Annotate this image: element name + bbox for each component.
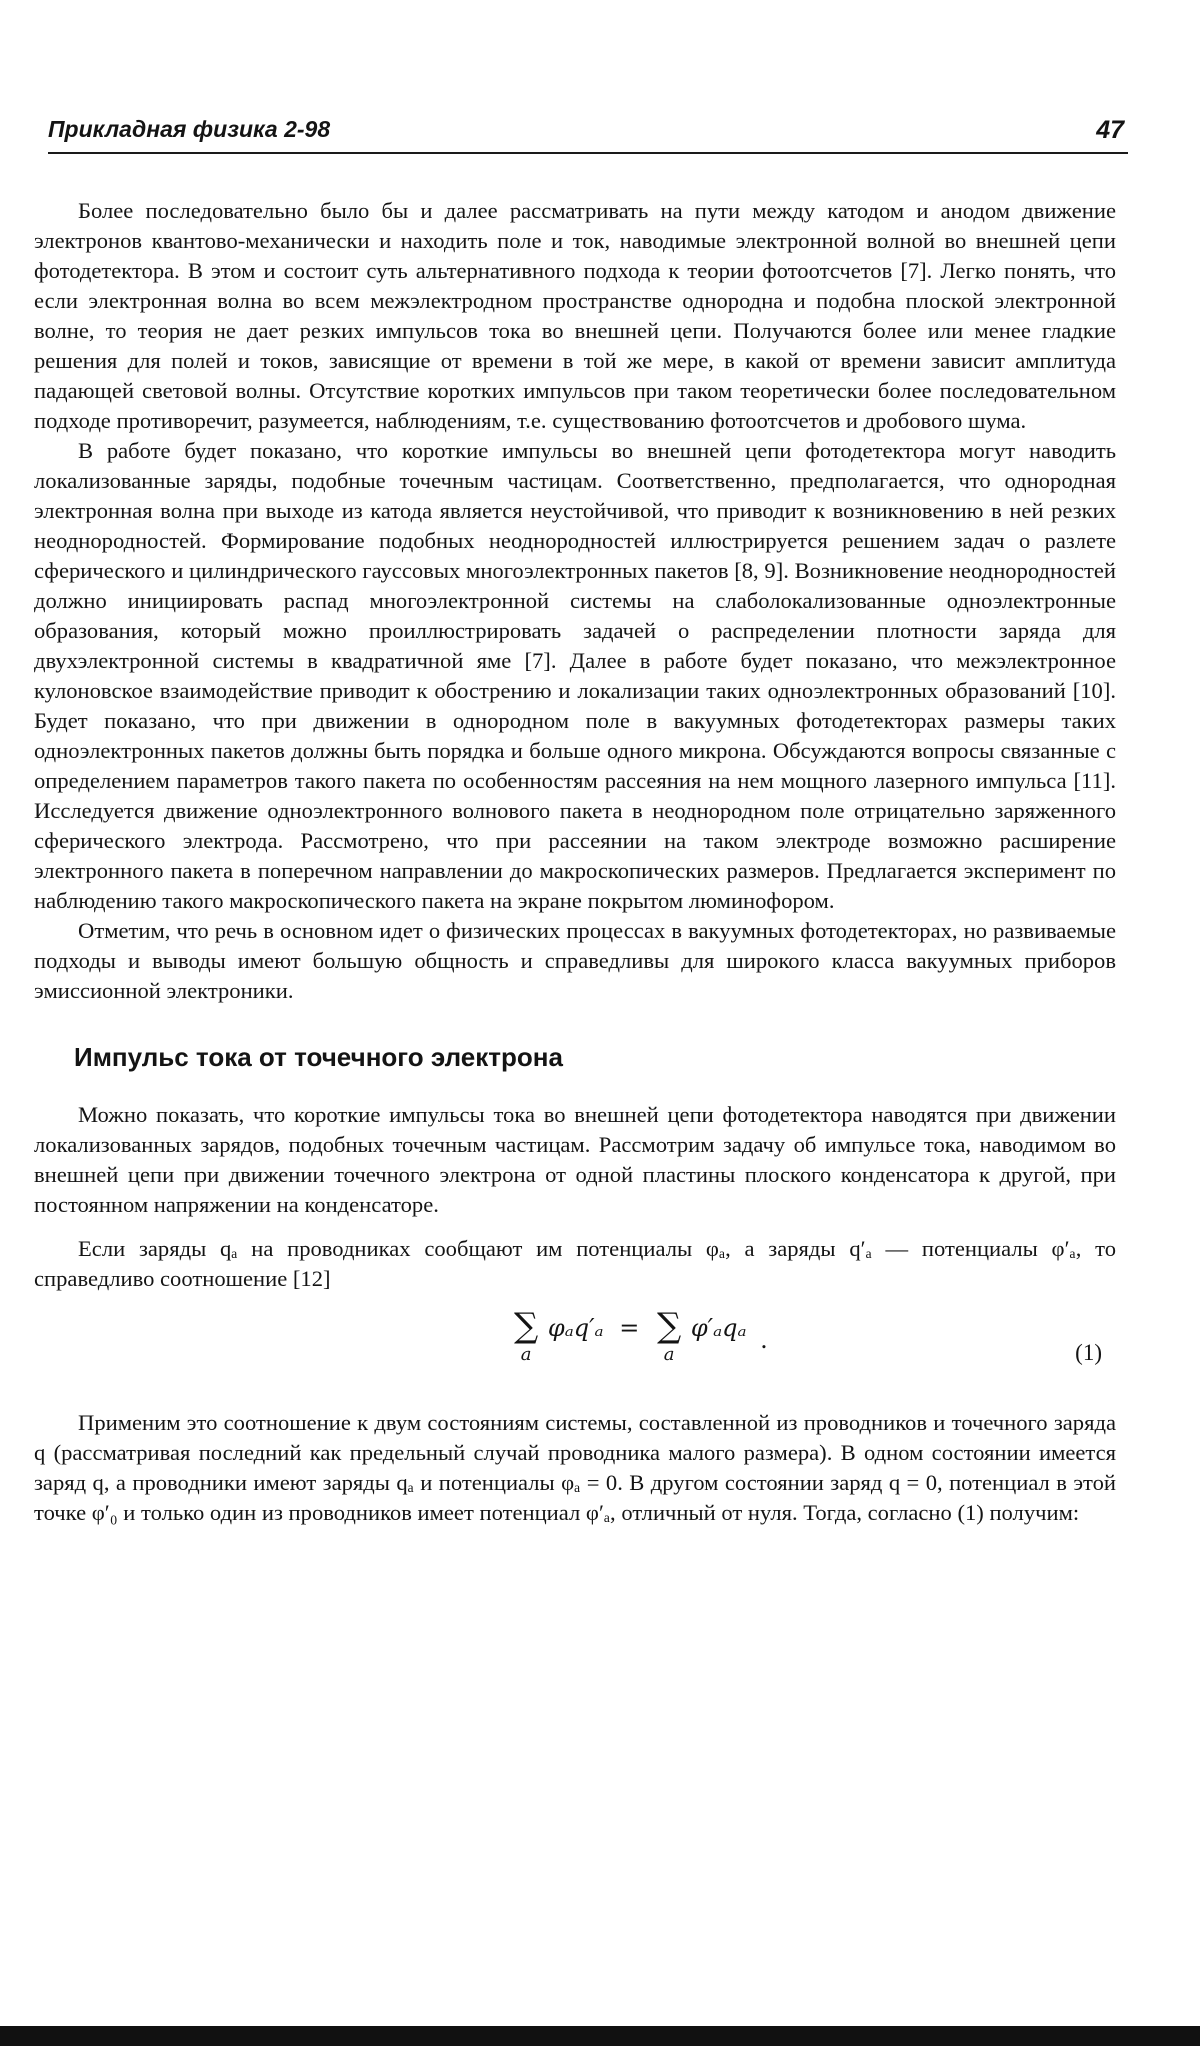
equals-sign: = [619,1314,640,1342]
running-header [48,112,1128,154]
body-paragraph-1: Более последовательно было бы и далее рассматривать на пути между катодом и анодом движение электронов квантово-механически и находить поле и ток, наводимые электронной волной во внешней цепи фотодетектора. В этом и состоит суть альтернативного подхода к теории фотоотсчетов [7]. Легко понять, что если электронная волна во всем межэлектродном пространстве однородна и подобна плоской электронной волне, то теория не дает резких импульсов тока во внешней цепи. Получаются более или менее гладкие решения для полей и токов, зависящие от времени в той же мере, в какой от времени зависит амплитуда падающей световой волны. Отсутствие коротких импульсов при таком теоретически более последовательном подходе противоречит, разумеется, наблюдениям, т.е. существованию фотоотсчетов и дробового шума. [34,198,1116,433]
sum-operator-right: ∑ a [656,1306,682,1365]
sum-operator-left: ∑ a [514,1306,539,1365]
scan-bottom-border [0,2026,1200,2046]
sum-index-left: a [520,1344,532,1365]
equation-number: (1) [1075,1340,1102,1365]
sum-index-right: a [663,1344,675,1365]
equation-right-term: φ′ₐqₐ [690,1314,747,1342]
section-heading: Импульс тока от точечного электрона [74,1042,563,1072]
equation-left-term: φₐq′ₐ [547,1314,604,1342]
section-paragraph-2: Если заряды qₐ на проводниках сообщают им потенциалы φₐ, а заряды q′ₐ — потенциалы φ′ₐ, то справедливо соотношение [12] [34,1236,1116,1291]
section-paragraph-1: Можно показать, что короткие импульсы тока во внешней цепи фотодетектора наводятся при движении локализованных зарядов, подобных точечным частицам. Рассмотрим задачу об импульсе тока, наводимом во внешней цепи при движении точечного электрона от одной пластины плоского конденсатора к другой, при постоянном напряжении на конденсаторе. [34,1102,1116,1217]
body-paragraph-3: Отметим, что речь в основном идет о физических процессах в вакуумных фотодетекторах, но развиваемые подходы и выводы имеют большую общность и справедливы для широкого класса вакуумных приборов эмиссионной электроники. [34,918,1116,1003]
equation-period: . [760,1326,768,1354]
equation-1 [34,1302,1116,1394]
equation-expression [512,1308,768,1366]
body-paragraph-2: В работе будет показано, что короткие импульсы во внешней цепи фотодетектора могут наводить локализованные заряды, подобные точечным частицам. Соответственно, предполагается, что однородная электронная волна при выходе из катода является неустойчивой, что приводит к возникновению в ней резких неоднородностей. Формирование подобных неоднородностей иллюстрируется решением задач о разлете сферического и цилиндрического гауссовых многоэлектронных пакетов [8, 9]. Возникновение неоднородностей должно инициировать распад многоэлектронной системы на слаболокализованные одноэлектронные образования, который можно проиллюстрировать задачей о распределении плотности заряда для двухэлектронной системы в квадратичной яме [7]. Далее в работе будет показано, что межэлектронное кулоновское взаимодействие приводит к обострению и локализации таких одноэлектронных образований [10]. Будет показано, что при движении в однородном поле в вакуумных фотодетекторах размеры таких одноэлектронных пакетов должны быть порядка и больше одного микрона. Обсуждаются вопросы связанные с определением параметров такого пакета по особенностям рассеяния на нем мощного лазерного импульса [11]. Исследуется движение одноэлектронного волнового пакета в неоднородном поле отрицательно заряженного сферического электрода. Рассмотрено, что при рассеянии на таком электроде возможно расширение электронного пакета в поперечном направлении до макроскопических размеров. Предлагается эксперимент по наблюдению такого макроскопического пакета на экране покрытом люминофором. [34,438,1116,913]
journal-title: Прикладная физика 2-98 [48,116,331,142]
section-paragraph-3: Применим это соотношение к двум состояниям системы, составленной из проводников и точечного заряда q (рассматривая последний как предельный случай проводника малого размера). В одном состоянии имеется заряд q, а проводники имеют заряды qₐ и потенциалы φₐ = 0. В другом состоянии заряд q = 0, потенциал в этой точке φ′₀ и только один из проводников имеет потенциал φ′ₐ, отличный от нуля. Тогда, согласно (1) получим: [34,1410,1116,1525]
page-number: 47 [1096,116,1124,144]
article-body [34,196,1116,1528]
